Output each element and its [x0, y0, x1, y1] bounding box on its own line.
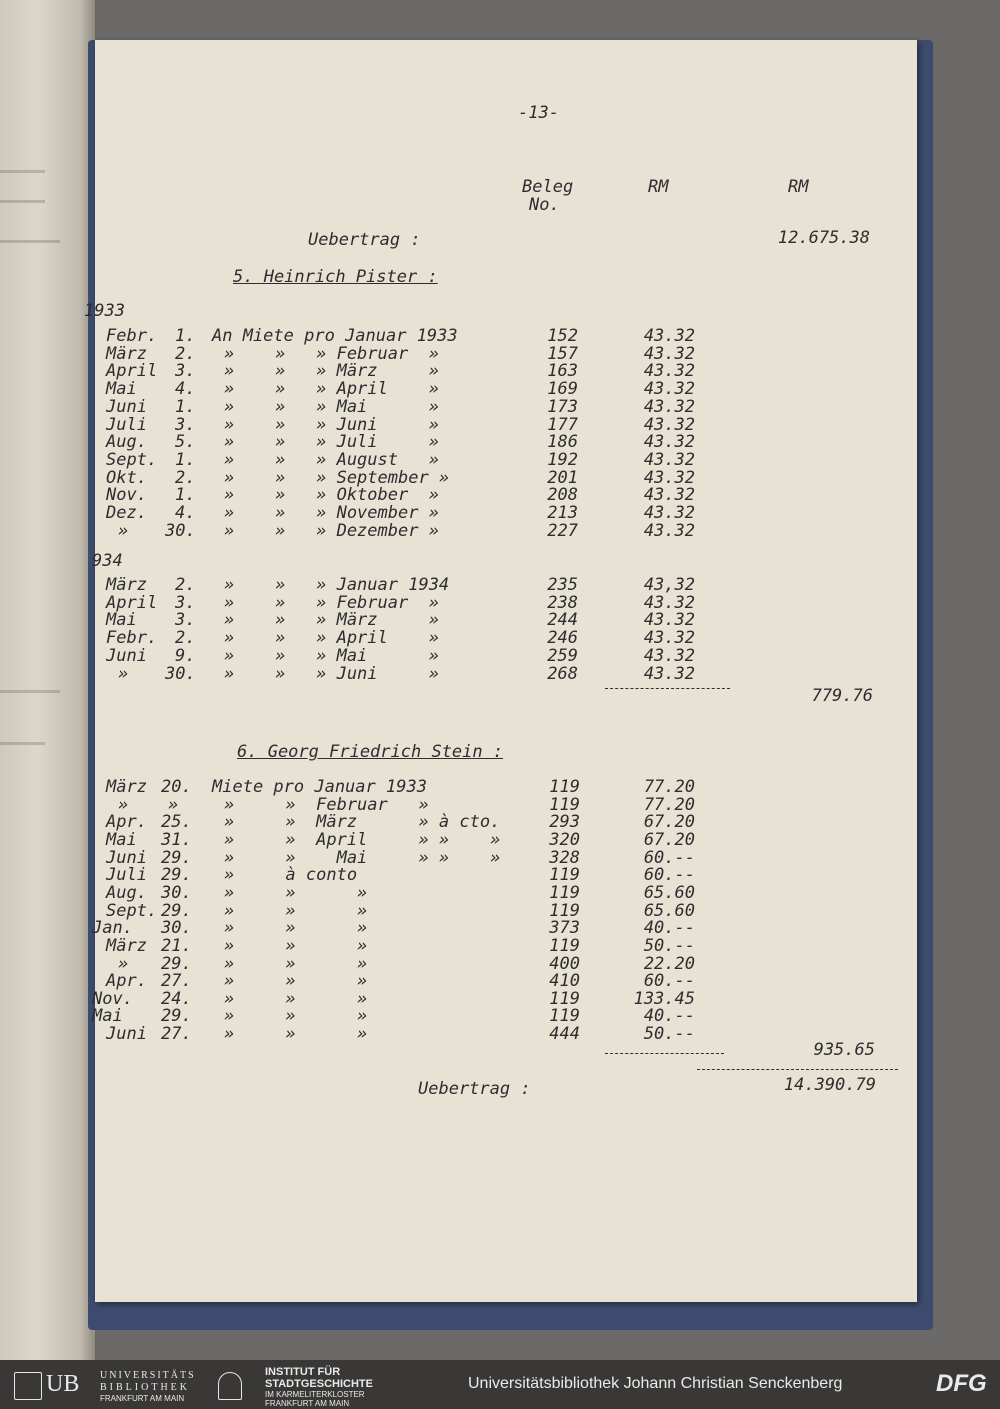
ledger-row-month: Febr.: [106, 326, 158, 346]
ledger-row-beleg: 410: [549, 971, 580, 992]
ledger-row-month: März: [106, 777, 147, 797]
ledger-row-rm: 40.--: [643, 1006, 695, 1027]
ledger-row-text: » » Februar »: [224, 794, 429, 815]
carry-out-label: Uebertrag :: [418, 1079, 531, 1099]
isg-line-3: IM KARMELITERKLOSTER: [265, 1390, 365, 1399]
ledger-row-rm: 60.--: [643, 865, 695, 886]
ledger-row-month: Jan.: [92, 918, 133, 939]
isg-line-1: INSTITUT FÜR: [265, 1366, 341, 1378]
ledger-row-month: Sept.: [106, 900, 158, 921]
isg-line-2: STADTGESCHICHTE: [265, 1378, 373, 1390]
ledger-row-text: » » »: [224, 900, 368, 921]
ledger-row-month: Dez.: [106, 503, 147, 523]
ledger-row-day: 3.: [175, 592, 196, 613]
ledger-row-day: 25.: [161, 812, 192, 833]
ub-letters: UB: [46, 1371, 80, 1397]
ledger-row-day: 1.: [175, 396, 196, 417]
ledger-row-day: 30.: [161, 918, 192, 939]
ledger-row-rm: 43.32: [643, 520, 695, 541]
adjacent-page-text-trace: [0, 200, 45, 203]
ledger-row-beleg: 227: [547, 520, 578, 541]
ledger-row-month: Apr.: [106, 971, 147, 992]
ledger-row-text: » à conto: [224, 865, 358, 886]
ledger-row-text: » » »: [224, 953, 368, 974]
ledger-row-text: » » » April »: [224, 628, 439, 649]
ledger-row-beleg: 119: [549, 882, 580, 903]
ledger-row-rm: 43.32: [643, 432, 695, 453]
ledger-row-day: 20.: [161, 777, 192, 797]
ledger-row-text: » » » Februar »: [224, 592, 439, 613]
ledger-row-month: Juni: [106, 1024, 147, 1045]
ledger-row-day: 30.: [165, 520, 196, 541]
ledger-row-rm: 77.20: [643, 777, 695, 797]
viewer-footer-bar: [0, 1360, 1000, 1409]
header-no: No.: [529, 195, 560, 215]
ledger-row-day: 2.: [175, 575, 196, 595]
ledger-row-day: 1.: [175, 326, 196, 346]
carry-in-amount: 12.675.38: [777, 228, 870, 248]
isg-arch-icon: [218, 1372, 242, 1400]
ledger-row-day: 4.: [175, 379, 196, 400]
ledger-row-text: » » »: [224, 935, 368, 956]
ledger-row-beleg: 163: [547, 361, 578, 382]
carry-out-amount: 14.390.79: [783, 1075, 876, 1095]
ledger-row-month: April: [106, 592, 158, 613]
header-beleg: Beleg: [522, 177, 574, 197]
ledger-row-beleg: 186: [547, 432, 578, 453]
ledger-row-rm: 22.20: [643, 953, 695, 974]
ledger-row-day: 5.: [175, 432, 196, 453]
ledger-row-beleg: 119: [549, 935, 580, 956]
ledger-row-beleg: 173: [547, 396, 578, 417]
ledger-row-text: » » Mai » » »: [224, 847, 501, 868]
ledger-row-text: » » » März »: [224, 361, 439, 382]
ledger-row-day: 24.: [161, 988, 192, 1009]
ledger-row-beleg: 192: [547, 449, 578, 470]
ledger-row-rm: 65.60: [643, 900, 695, 921]
ledger-row-text: » » »: [224, 971, 368, 992]
ledger-row-rm: 43.32: [643, 343, 695, 364]
ledger-row-text: » » » Juni »: [224, 663, 439, 684]
ledger-row-day: 29.: [161, 1006, 192, 1027]
ledger-row-rm: 43.32: [643, 503, 695, 523]
page-number: -13-: [518, 103, 559, 123]
ledger-row-text: » » » Juli »: [224, 432, 439, 453]
isg-line-4: FRANKFURT AM MAIN: [265, 1399, 350, 1408]
ledger-row-month: Mai: [106, 379, 137, 400]
adjacent-page-text-trace: [0, 742, 45, 745]
ledger-row-beleg: 238: [547, 592, 578, 613]
ledger-row-beleg: 177: [547, 414, 578, 435]
ledger-row-month: Sept.: [106, 449, 158, 470]
ledger-row-text: » » » Februar »: [224, 343, 439, 364]
ledger-row-rm: 65.60: [643, 882, 695, 903]
ledger-row-month: Aug.: [106, 882, 147, 903]
ledger-row-rm: 43.32: [643, 645, 695, 666]
ledger-row-day: 2.: [175, 467, 196, 488]
section-5-title: 5. Heinrich Pister :: [233, 267, 438, 287]
ledger-row-text: » » »: [224, 1006, 368, 1027]
ledger-row-text: » » » Oktober »: [224, 485, 439, 506]
ledger-row-month: Juni: [106, 396, 147, 417]
ledger-row-rm: 50.--: [643, 1024, 695, 1045]
ledger-row-month: Mai: [92, 1006, 123, 1027]
ledger-row-month: Nov.: [106, 485, 147, 506]
subtotal-rule-6: [605, 1053, 724, 1054]
ledger-row-month: »: [118, 663, 129, 684]
adjacent-page-text-trace: [0, 690, 60, 693]
ledger-row-rm: 43.32: [643, 628, 695, 649]
ledger-row-beleg: 119: [549, 1006, 580, 1027]
ledger-row-text: An Miete pro Januar 1933: [212, 326, 458, 346]
ledger-row-beleg: 201: [547, 467, 578, 488]
header-rm-2: RM: [788, 177, 809, 197]
ledger-row-day: 30.: [165, 663, 196, 684]
ledger-row-month: März: [106, 935, 147, 956]
ledger-row-text: » » » Dezember »: [224, 520, 439, 541]
ledger-row-day: 27.: [161, 1024, 192, 1045]
ledger-row-rm: 67.20: [643, 812, 695, 833]
ledger-row-day: 3.: [175, 610, 196, 631]
ledger-row-text: » » April » » »: [224, 829, 501, 850]
ledger-row-beleg: 328: [549, 847, 580, 868]
ledger-row-rm: 43.32: [643, 449, 695, 470]
ledger-row-beleg: 244: [547, 610, 578, 631]
ledger-row-day: 3.: [175, 361, 196, 382]
ledger-row-month: März: [106, 575, 147, 595]
section-6-total: 935.65: [813, 1040, 875, 1060]
ledger-row-rm: 77.20: [643, 794, 695, 815]
ledger-row-text: » » »: [224, 918, 368, 939]
ledger-row-rm: 43.32: [643, 326, 695, 346]
ledger-row-text: » » » Mai »: [224, 396, 439, 417]
header-rm-1: RM: [648, 177, 669, 197]
ledger-row-day: 1.: [175, 449, 196, 470]
ledger-row-beleg: 119: [549, 988, 580, 1009]
ledger-page: [84, 40, 917, 1302]
ledger-row-day: 9.: [175, 645, 196, 666]
ledger-row-day: 29.: [161, 953, 192, 974]
ledger-row-rm: 43.32: [643, 663, 695, 684]
ledger-row-month: »: [118, 794, 129, 815]
year-1933: 1933: [84, 301, 125, 321]
grand-total-rule: [697, 1069, 898, 1070]
ledger-row-text: » » » März »: [224, 610, 439, 631]
ledger-row-text: » » » Januar 1934: [224, 575, 450, 595]
ledger-row-text: » » »: [224, 882, 368, 903]
ledger-row-rm: 43.32: [643, 361, 695, 382]
ledger-row-day: 30.: [161, 882, 192, 903]
ledger-row-month: Juni: [106, 847, 147, 868]
ledger-row-month: Aug.: [106, 432, 147, 453]
ledger-row-rm: 43.32: [643, 396, 695, 417]
subtotal-rule-5: [605, 688, 730, 689]
ledger-row-rm: 50.--: [643, 935, 695, 956]
ledger-row-beleg: 213: [547, 503, 578, 523]
ledger-row-month: März: [106, 343, 147, 364]
ledger-row-rm: 43.32: [643, 485, 695, 506]
ledger-row-day: 1.: [175, 485, 196, 506]
ledger-row-beleg: 157: [547, 343, 578, 364]
ledger-row-beleg: 259: [547, 645, 578, 666]
ledger-row-rm: 60.--: [643, 971, 695, 992]
ledger-row-rm: 43.32: [643, 379, 695, 400]
ledger-row-rm: 60.--: [643, 847, 695, 868]
ledger-row-rm: 67.20: [643, 829, 695, 850]
ledger-row-month: Mai: [106, 610, 137, 631]
ledger-row-beleg: 293: [549, 812, 580, 833]
ledger-row-beleg: 400: [549, 953, 580, 974]
ledger-row-beleg: 169: [547, 379, 578, 400]
ledger-row-text: » » » November »: [224, 503, 439, 523]
ledger-row-month: Juli: [106, 414, 147, 435]
ledger-row-text: » » » September »: [224, 467, 450, 488]
dfg-logo: DFG: [936, 1370, 987, 1397]
ledger-row-text: » » »: [224, 1024, 368, 1045]
ledger-row-beleg: 152: [547, 326, 578, 346]
ledger-row-beleg: 119: [549, 900, 580, 921]
ub-line-3: FRANKFURT AM MAIN: [100, 1394, 185, 1403]
ledger-row-beleg: 246: [547, 628, 578, 649]
ledger-row-month: »: [118, 953, 129, 974]
ledger-row-day: 21.: [161, 935, 192, 956]
library-name: Universitätsbibliothek Johann Christian Senckenberg: [468, 1375, 843, 1392]
ledger-row-rm: 43.32: [643, 414, 695, 435]
ledger-row-rm: 43,32: [643, 575, 695, 595]
ledger-row-month: April: [106, 361, 158, 382]
ledger-row-beleg: 119: [549, 865, 580, 886]
ledger-row-rm: 133.45: [633, 988, 695, 1009]
ledger-row-day: 2.: [175, 343, 196, 364]
ledger-row-month: Apr.: [106, 812, 147, 833]
ledger-row-rm: 43.32: [643, 467, 695, 488]
ledger-row-beleg: 320: [549, 829, 580, 850]
ledger-row-month: »: [118, 520, 129, 541]
section-5-total: 779.76: [811, 686, 873, 706]
ledger-row-text: » » » Mai »: [224, 645, 439, 666]
ledger-row-day: »: [168, 794, 179, 815]
ledger-row-text: Miete pro Januar 1933: [212, 777, 427, 797]
ledger-row-rm: 43.32: [643, 610, 695, 631]
ledger-row-day: 2.: [175, 628, 196, 649]
ledger-row-month: Nov.: [92, 988, 133, 1009]
ub-line-2: BIBLIOTHEK: [100, 1382, 190, 1393]
ledger-row-rm: 43.32: [643, 592, 695, 613]
ledger-row-day: 4.: [175, 503, 196, 523]
ledger-row-text: » » »: [224, 988, 368, 1009]
ub-line-1: UNIVERSITÄTS: [100, 1370, 196, 1381]
ledger-row-text: » » » April »: [224, 379, 439, 400]
ledger-row-month: Okt.: [106, 467, 147, 488]
ledger-row-day: 27.: [161, 971, 192, 992]
ledger-row-month: Febr.: [106, 628, 158, 649]
ledger-row-text: » » März » à cto.: [224, 812, 501, 833]
adjacent-page-edge: [0, 0, 96, 1360]
ledger-row-beleg: 268: [547, 663, 578, 684]
ledger-row-beleg: 373: [549, 918, 580, 939]
ledger-row-day: 31.: [161, 829, 192, 850]
ledger-row-month: Juli: [106, 865, 147, 886]
ledger-row-day: 29.: [161, 865, 192, 886]
ledger-row-beleg: 235: [547, 575, 578, 595]
ub-seal-icon: [14, 1372, 42, 1400]
ledger-row-month: Mai: [106, 829, 137, 850]
ledger-row-beleg: 119: [549, 794, 580, 815]
ledger-row-beleg: 208: [547, 485, 578, 506]
ledger-row-day: 29.: [161, 847, 192, 868]
ledger-row-text: » » » August »: [224, 449, 439, 470]
ledger-row-beleg: 119: [549, 777, 580, 797]
section-6-title: 6. Georg Friedrich Stein :: [237, 742, 504, 762]
ledger-row-month: Juni: [106, 645, 147, 666]
adjacent-page-text-trace: [0, 240, 60, 243]
carry-in-label: Uebertrag :: [308, 230, 421, 250]
ledger-row-beleg: 444: [549, 1024, 580, 1045]
ledger-row-day: 3.: [175, 414, 196, 435]
ledger-row-day: 29.: [161, 900, 192, 921]
adjacent-page-text-trace: [0, 170, 45, 173]
ledger-row-text: » » » Juni »: [224, 414, 439, 435]
ledger-row-rm: 40.--: [643, 918, 695, 939]
year-1934: 934: [92, 551, 123, 571]
